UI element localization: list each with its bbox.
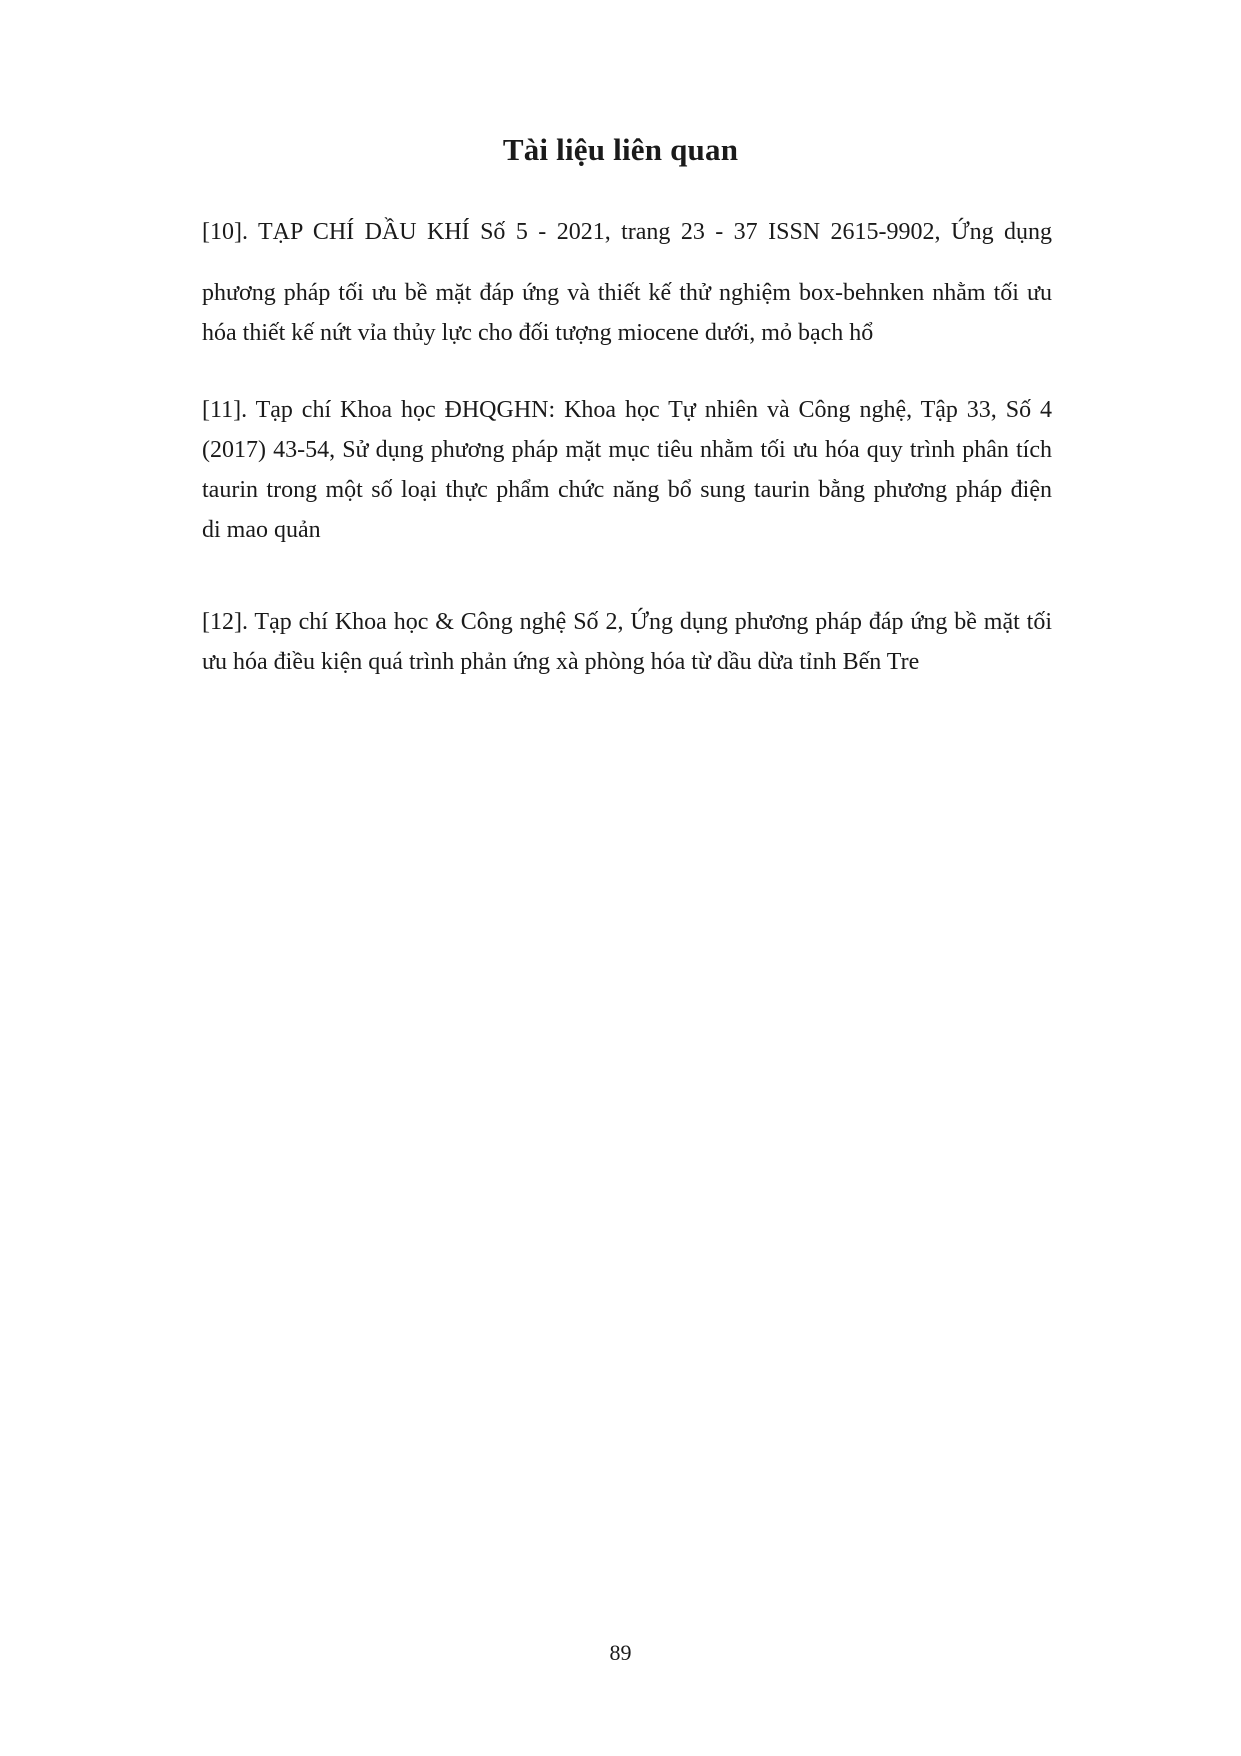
reference-10-line-1: [10]. TẠP CHÍ DẦU KHÍ Số 5 - 2021, trang 23 - 37 ISSN 2615-9902, Ứng dụng xyxy=(202,219,1052,245)
reference-11-line-2: (2017) 43-54, Sử dụng phương pháp mặt mục tiêu nhằm tối ưu hóa quy trình phân tích xyxy=(202,437,1052,463)
reference-11-line-1: [11]. Tạp chí Khoa học ĐHQGHN: Khoa học Tự nhiên và Công nghệ, Tập 33, Số 4 xyxy=(202,397,1052,423)
reference-12 xyxy=(202,602,1052,682)
reference-12-line-1: [12]. Tạp chí Khoa học & Công nghệ Số 2, Ứng dụng phương pháp đáp ứng bề mặt tối xyxy=(202,609,1052,635)
reference-10-line-3: hóa thiết kế nứt vỉa thủy lực cho đối tượng miocene dưới, mỏ bạch hổ xyxy=(202,320,874,346)
reference-12-line-2: ưu hóa điều kiện quá trình phản ứng xà phòng hóa từ dầu dừa tỉnh Bến Tre xyxy=(202,649,920,675)
reference-11-line-3: taurin trong một số loại thực phẩm chức năng bổ sung taurin bằng phương pháp điện xyxy=(202,477,1052,503)
reference-10-line-2: phương pháp tối ưu bề mặt đáp ứng và thiết kế thử nghiệm box-behnken nhằm tối ưu xyxy=(202,280,1052,306)
page-title: Tài liệu liên quan xyxy=(502,132,739,167)
reference-10 xyxy=(202,212,1052,353)
reference-11-line-4: di mao quản xyxy=(202,517,321,543)
page-number: 89 xyxy=(609,1640,632,1665)
reference-11 xyxy=(202,390,1052,550)
